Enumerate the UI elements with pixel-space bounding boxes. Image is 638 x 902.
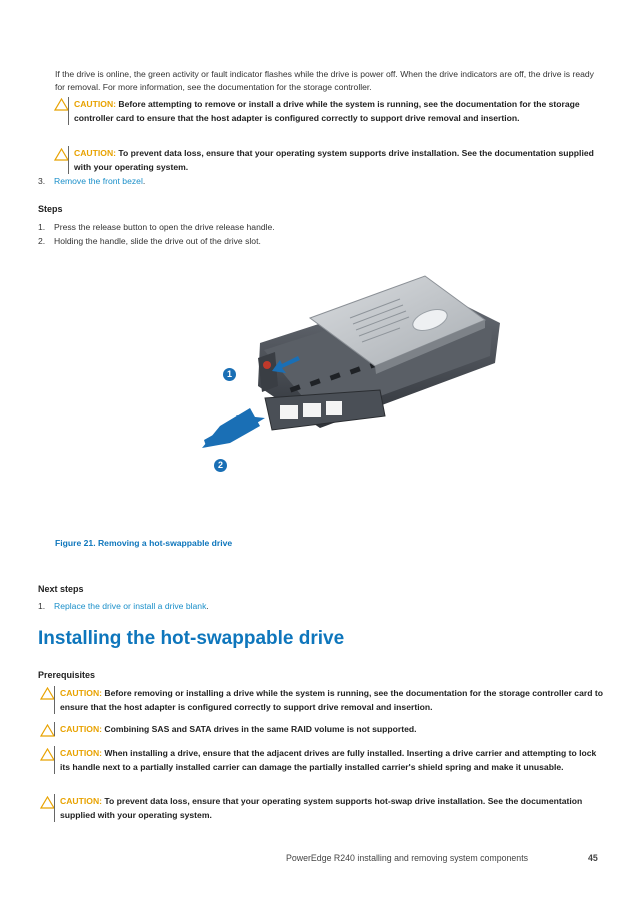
next-steps-heading: Next steps	[38, 584, 84, 594]
steps-heading: Steps	[38, 204, 63, 214]
callout-2: 2	[214, 459, 227, 472]
prerequisites-heading: Prerequisites	[38, 670, 96, 680]
step-text: Holding the handle, slide the drive out of the drive slot.	[54, 236, 261, 246]
warning-triangle-icon	[40, 724, 55, 737]
caution-note	[68, 146, 604, 174]
caution-label: CAUTION:	[60, 796, 103, 806]
page-number: 45	[588, 853, 598, 863]
replace-drive-link[interactable]: Replace the drive or install a drive blank	[54, 601, 207, 611]
caution-note	[54, 794, 605, 822]
step-item	[38, 221, 275, 234]
intro-paragraph: If the drive is online, the green activity or fault indicator flashes while the drive is power off. When the drive indicators are off, the drive is ready for removal. For more information, see the documentation for the storage controller.	[55, 69, 594, 92]
caution-note	[68, 97, 604, 125]
step-3: 3. Remove the front bezel.	[38, 176, 146, 186]
caution-label: CAUTION:	[60, 688, 103, 698]
step-text: Press the release button to open the drive release handle.	[54, 222, 275, 232]
caution-note	[54, 686, 605, 714]
warning-triangle-icon	[54, 98, 69, 111]
caution-label: CAUTION:	[60, 724, 103, 734]
step-number: 1.	[38, 601, 46, 611]
caution-note	[54, 722, 605, 736]
warning-triangle-icon	[54, 148, 69, 161]
caution-text: Combining SAS and SATA drives in the same RAID volume is not supported.	[104, 724, 417, 734]
figure-caption: Figure 21. Removing a hot-swappable drive	[55, 538, 233, 548]
caution-text: To prevent data loss, ensure that your operating system supports drive installation. See the documentation supplied with your operating system.	[74, 148, 594, 172]
warning-triangle-icon	[40, 687, 55, 700]
caution-label: CAUTION:	[74, 99, 117, 109]
step-item	[38, 235, 261, 248]
remove-front-bezel-link[interactable]: Remove the front bezel	[54, 176, 143, 186]
next-step-item: 1. Replace the drive or install a drive blank.	[38, 601, 209, 611]
release-button	[263, 361, 271, 369]
caution-text: Before removing or installing a drive while the system is running, see the documentation for the storage controller card to ensure that the host adapter is configured correctly to support drive removal and insertion.	[60, 688, 603, 712]
caution-text: When installing a drive, ensure that the adjacent drives are fully installed. Inserting a drive carrier and attempting to lock its handle next to a partially installed carrier can damage the partially installed carrier's shield spring and make it unusable.	[60, 748, 597, 772]
footer-title: PowerEdge R240 installing and removing system components	[286, 853, 529, 863]
caution-text: Before attempting to remove or install a drive while the system is running, see the documentation for the storage controller card to ensure that the host adapter is configured correctly to support drive removal and insertion.	[74, 99, 580, 123]
caution-label: CAUTION:	[74, 148, 117, 158]
caution-text: To prevent data loss, ensure that your operating system supports hot-swap drive installation. See the documentation supplied with your operating system.	[60, 796, 583, 820]
pull-arrow	[202, 408, 265, 448]
step-number: 3.	[38, 176, 46, 186]
step-number: 2.	[38, 236, 46, 246]
caution-note	[54, 746, 605, 774]
drive-removal-illustration	[200, 268, 510, 483]
section-title: Installing the hot-swappable drive	[38, 628, 345, 649]
warning-triangle-icon	[40, 796, 55, 809]
step-number: 1.	[38, 222, 46, 232]
warning-triangle-icon	[40, 748, 55, 761]
callout-1: 1	[223, 368, 236, 381]
caution-label: CAUTION:	[60, 748, 103, 758]
